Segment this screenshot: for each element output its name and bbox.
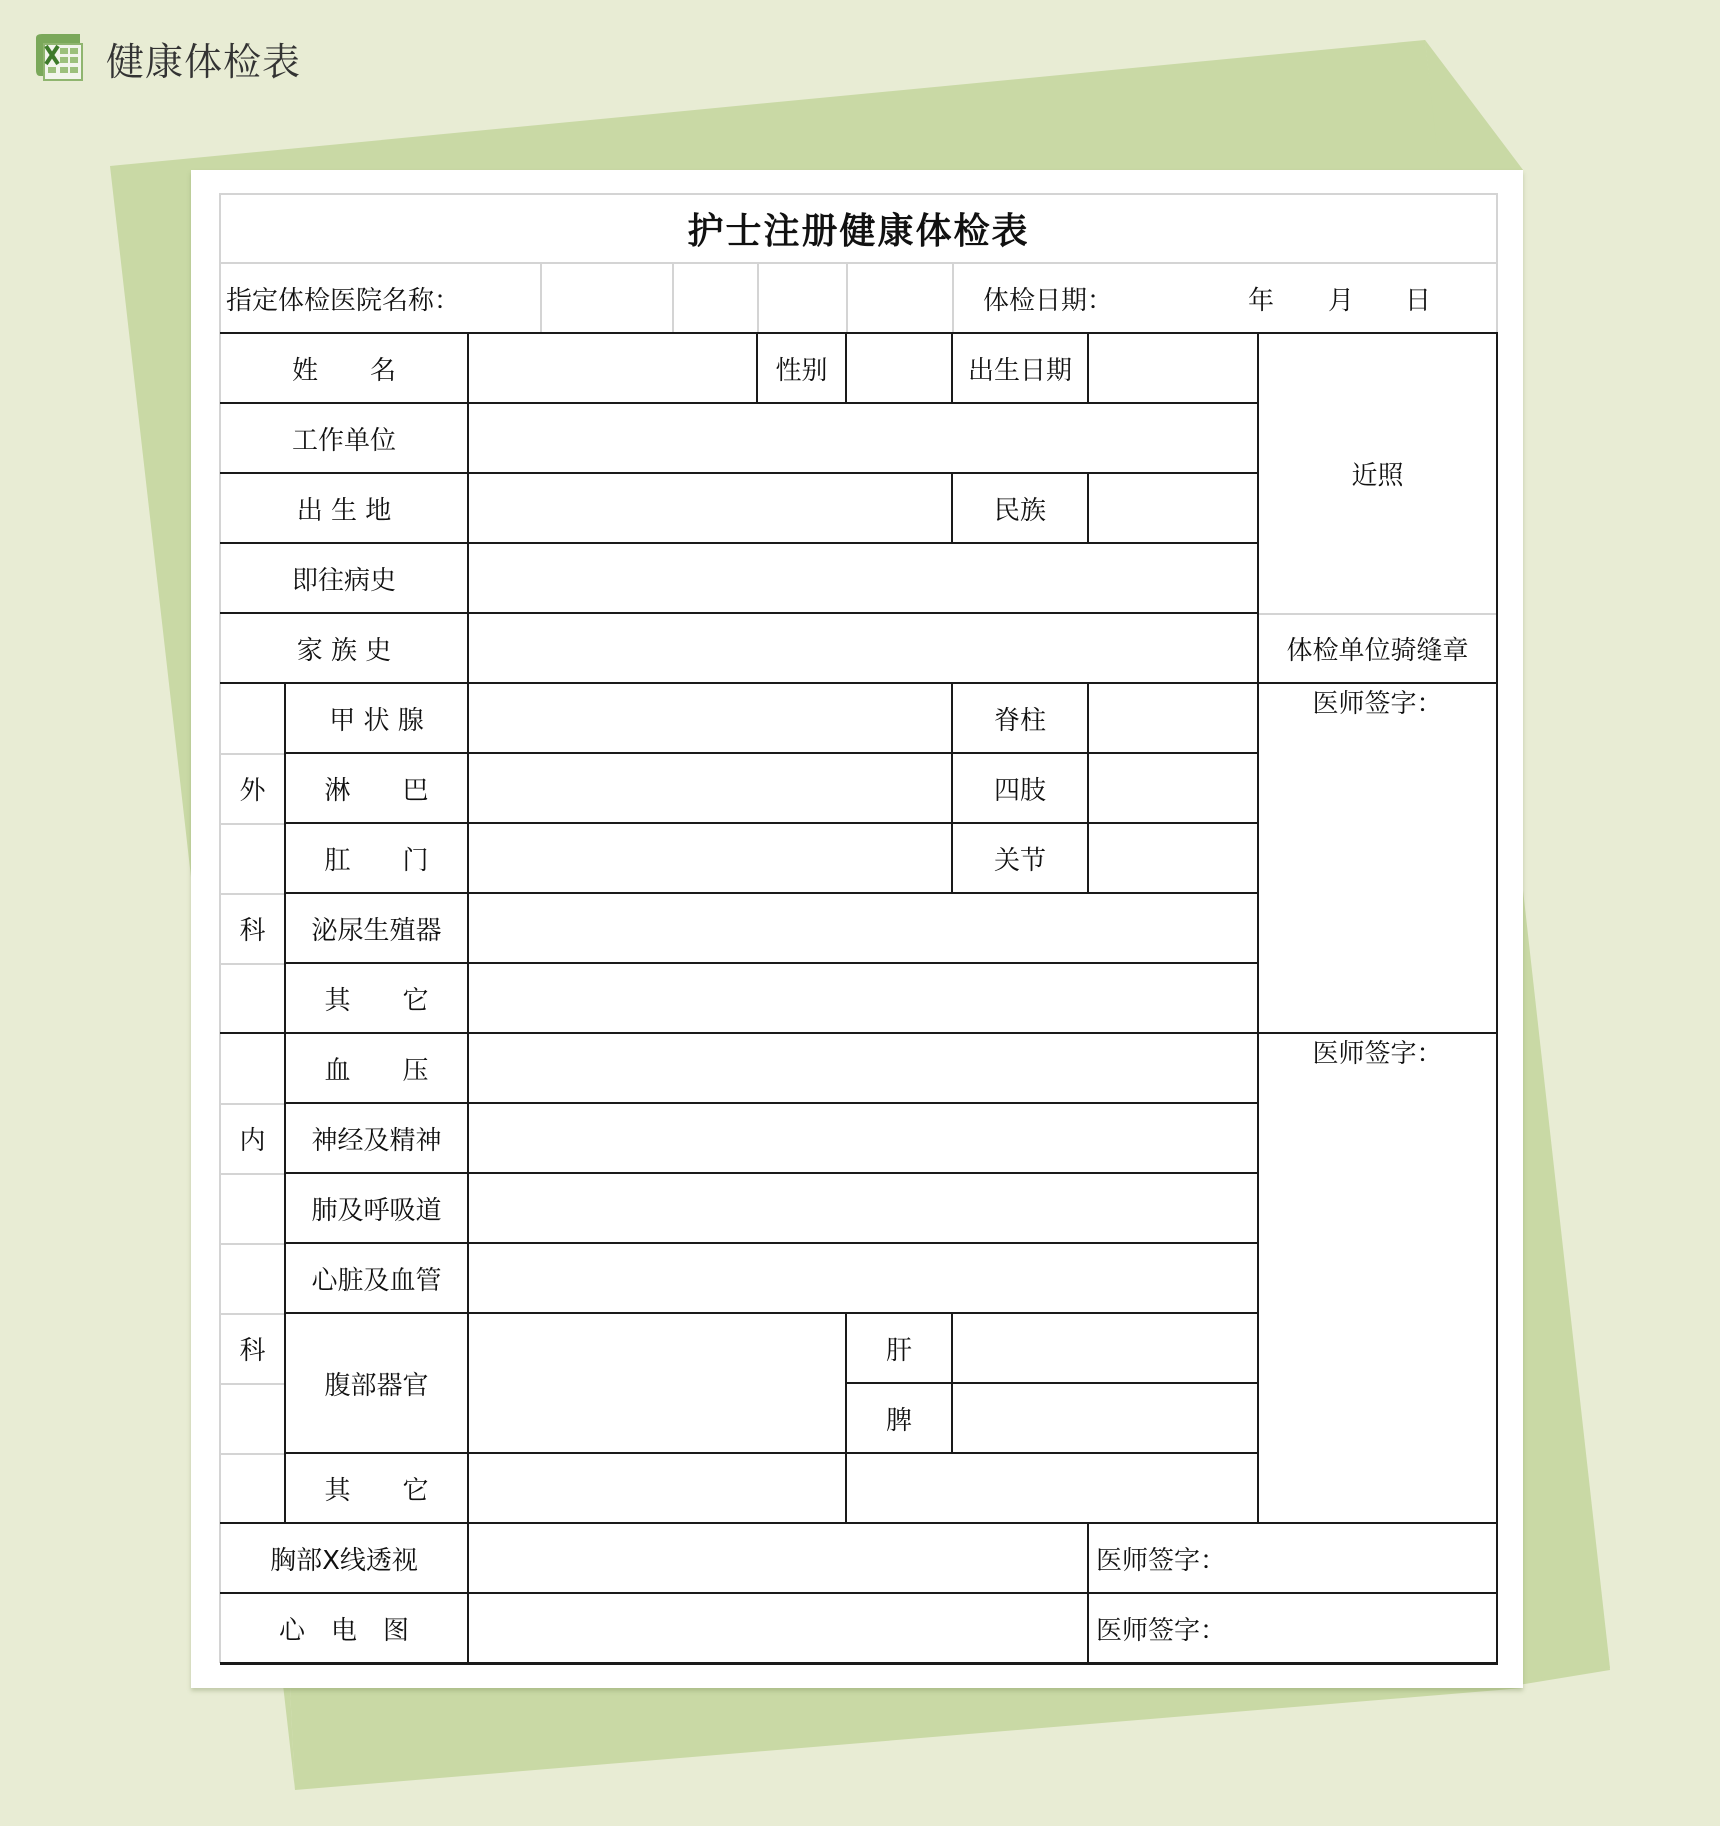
border-line	[1087, 1523, 1089, 1663]
spine-field[interactable]	[1088, 683, 1258, 753]
internal-doctor-sign[interactable]: 医师签字：	[1312, 1039, 1443, 1069]
limbs-field[interactable]	[1088, 753, 1258, 823]
blood-pressure-field[interactable]	[468, 1033, 1258, 1103]
gridline	[1258, 613, 1497, 615]
border-line	[220, 1522, 1498, 1524]
name-label: 姓 名	[291, 355, 396, 386]
form-title: 护士注册健康体检表	[687, 209, 1030, 252]
work-unit-label: 工作单位	[291, 425, 396, 456]
ecg-doctor-sign[interactable]: 医师签字：	[1096, 1615, 1227, 1646]
abdomen-label: 腹部器官	[324, 1370, 429, 1401]
family-history-field[interactable]	[468, 613, 1258, 683]
border-line	[845, 333, 847, 403]
hospital-name-field[interactable]	[540, 263, 946, 333]
lymph-field[interactable]	[468, 753, 952, 823]
border-line	[220, 682, 1498, 684]
gridline	[846, 263, 848, 333]
gridline	[220, 753, 285, 755]
spleen-label: 脾	[885, 1405, 912, 1436]
work-unit-field[interactable]	[468, 403, 1258, 473]
family-history-label: 家 族 史	[296, 635, 392, 666]
birthplace-field[interactable]	[468, 473, 952, 543]
joints-field[interactable]	[1088, 823, 1258, 893]
xray-doctor-sign[interactable]: 医师签字：	[1096, 1545, 1227, 1576]
gridline	[952, 263, 954, 333]
border-line	[220, 1662, 1498, 1665]
thyroid-label: 甲 状 腺	[329, 705, 424, 736]
border-line	[1496, 333, 1498, 1663]
xray-label: 胸部X线透视	[270, 1545, 418, 1576]
gridline	[219, 193, 221, 333]
border-line	[220, 332, 1498, 334]
border-line	[951, 333, 953, 403]
gridline	[220, 262, 1497, 264]
border-line	[467, 333, 469, 1663]
lung-label: 肺及呼吸道	[311, 1195, 442, 1226]
border-line	[951, 473, 953, 543]
border-line	[285, 1172, 1258, 1174]
urogenital-label: 泌尿生殖器	[311, 915, 442, 946]
internal-dept-char-1: 内	[239, 1125, 266, 1156]
border-line	[285, 752, 1258, 754]
ecg-field[interactable]	[468, 1593, 1088, 1663]
neuro-field[interactable]	[468, 1103, 1258, 1173]
exam-date-label: 体检日期：	[982, 285, 1113, 316]
gridline	[220, 1383, 285, 1385]
urogenital-field[interactable]	[468, 893, 1258, 963]
border-line	[846, 1382, 1258, 1384]
form-sheet	[191, 170, 1523, 1688]
lung-field[interactable]	[468, 1173, 1258, 1243]
border-line	[951, 683, 953, 893]
seal-label: 体检单位骑缝章	[1286, 635, 1469, 666]
surgery-dept-char-2: 科	[239, 915, 266, 946]
border-line	[1087, 333, 1089, 403]
border-line	[845, 1313, 847, 1523]
border-line	[220, 1032, 1498, 1034]
gridline	[220, 1313, 285, 1315]
limbs-label: 四肢	[993, 775, 1046, 806]
app-header	[30, 28, 301, 88]
border-line	[951, 1313, 953, 1453]
anus-label: 肛 门	[324, 845, 429, 876]
gridline	[220, 1173, 285, 1175]
gridline	[220, 193, 1497, 195]
border-line	[220, 1592, 1498, 1594]
border-line	[1257, 333, 1259, 1523]
gender-label: 性别	[775, 355, 828, 386]
border-line	[285, 1452, 1258, 1454]
neuro-label: 神经及精神	[311, 1125, 442, 1156]
border-line	[285, 822, 1258, 824]
ethnicity-label: 民族	[993, 495, 1046, 526]
thyroid-field[interactable]	[468, 683, 952, 753]
surgery-dept-char-1: 外	[239, 775, 266, 806]
border-line	[1087, 473, 1089, 543]
gridline	[220, 1243, 285, 1245]
border-line	[285, 1312, 1258, 1314]
past-history-label: 即往病史	[291, 565, 396, 596]
internal-other-label: 其 它	[324, 1475, 429, 1506]
border-line	[285, 1102, 1258, 1104]
border-line	[220, 402, 1258, 404]
gridline	[672, 263, 674, 333]
liver-field[interactable]	[952, 1313, 1258, 1383]
birthdate-field[interactable]	[1088, 333, 1258, 403]
exam-date-day[interactable]: 日	[1404, 285, 1431, 316]
lymph-label: 淋 巴	[324, 775, 429, 806]
border-line	[220, 472, 1258, 474]
gridline	[220, 963, 285, 965]
xray-field[interactable]	[468, 1523, 1088, 1593]
joints-label: 关节	[993, 845, 1046, 876]
border-line	[284, 683, 286, 1523]
surgery-other-label: 其 它	[324, 985, 429, 1016]
gridline	[220, 1103, 285, 1105]
blood-pressure-label: 血 压	[324, 1055, 429, 1086]
gridline	[1496, 193, 1498, 333]
gridline	[757, 263, 759, 333]
gridline	[220, 893, 285, 895]
surgery-other-field[interactable]	[468, 963, 1258, 1033]
excel-icon	[30, 30, 86, 86]
heart-label: 心脏及血管	[311, 1265, 442, 1296]
birthplace-label: 出 生 地	[296, 495, 392, 526]
gender-field[interactable]	[846, 333, 952, 403]
internal-dept-char-2: 科	[239, 1335, 266, 1366]
photo-label[interactable]: 近照	[1351, 460, 1404, 491]
hospital-label: 指定体检医院名称：	[226, 285, 461, 316]
liver-label: 肝	[885, 1335, 912, 1366]
surgery-doctor-sign[interactable]: 医师签字：	[1312, 689, 1443, 719]
gridline	[220, 823, 285, 825]
ecg-label: 心 电 图	[278, 1615, 409, 1646]
name-field[interactable]	[468, 333, 757, 403]
border-line	[220, 542, 1258, 544]
gridline	[540, 263, 542, 333]
spine-label: 脊柱	[993, 705, 1046, 736]
border-line	[285, 962, 1258, 964]
internal-other-field[interactable]	[468, 1453, 1258, 1523]
ethnicity-field[interactable]	[1088, 473, 1258, 543]
gridline	[219, 333, 221, 1663]
abdomen-field[interactable]	[468, 1313, 846, 1453]
spleen-field[interactable]	[952, 1383, 1258, 1453]
birthdate-label: 出生日期	[967, 355, 1072, 386]
gridline	[220, 1453, 285, 1455]
border-line	[1087, 683, 1089, 893]
border-line	[285, 892, 1258, 894]
heart-field[interactable]	[468, 1243, 1258, 1313]
anus-field[interactable]	[468, 823, 952, 893]
border-line	[285, 1242, 1258, 1244]
exam-date-year[interactable]: 年	[1247, 285, 1274, 316]
border-line	[220, 612, 1258, 614]
app-title: 健康体检表	[106, 39, 302, 84]
exam-date-month[interactable]: 月	[1327, 285, 1354, 316]
border-line	[756, 333, 758, 403]
past-history-field[interactable]	[468, 543, 1258, 613]
